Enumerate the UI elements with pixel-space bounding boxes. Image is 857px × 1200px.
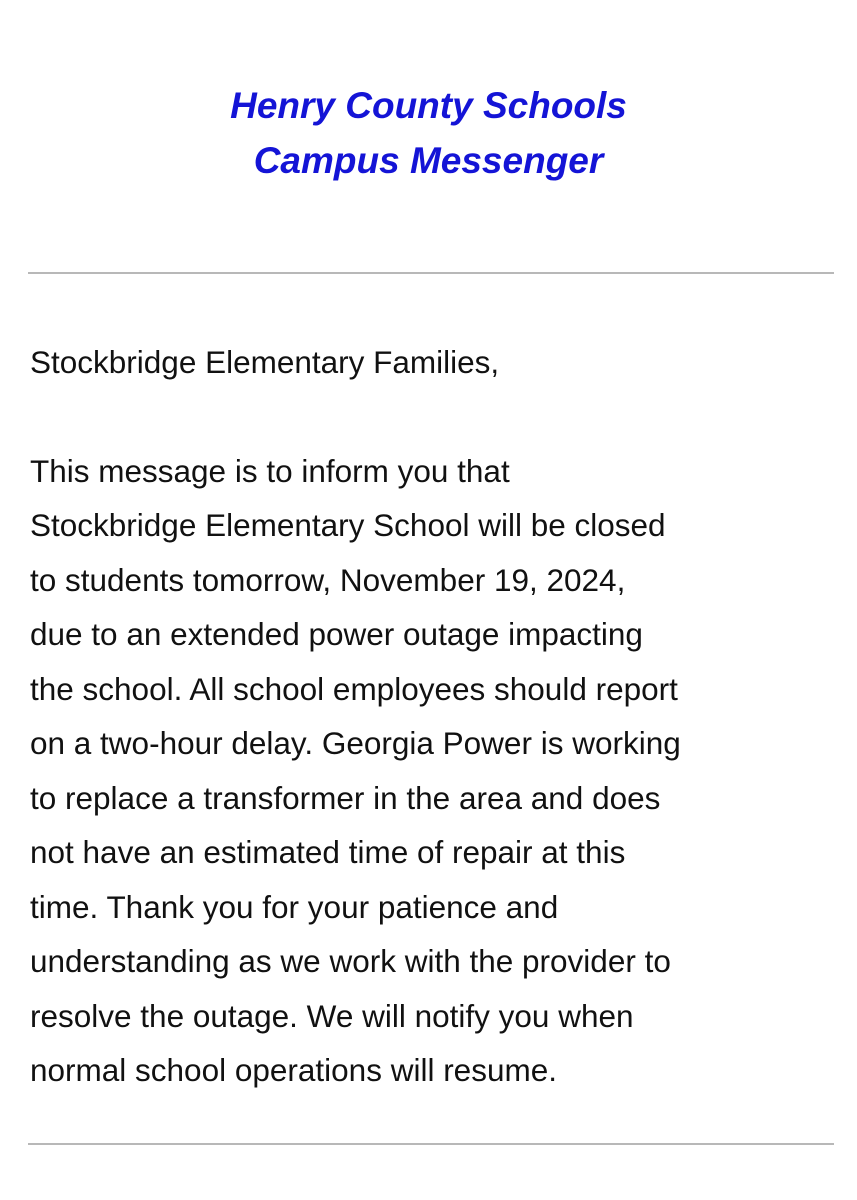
message-line: Stockbridge Elementary School will be closed xyxy=(30,507,666,543)
message-line: to students tomorrow, November 19, 2024, xyxy=(30,561,626,598)
messenger-title: Campus Messenger xyxy=(253,140,604,181)
message-body xyxy=(30,335,842,1098)
bottom-divider xyxy=(28,1143,834,1145)
message-line: This message is to inform you that xyxy=(30,452,510,489)
message-line: normal school operations will resume. xyxy=(30,1052,557,1088)
greeting: Stockbridge Elementary Families, xyxy=(30,344,500,380)
message-line: resolve the outage. We will notify you when xyxy=(30,997,634,1034)
message-line: understanding as we work with the provider to xyxy=(30,943,671,979)
message-line: the school. All school employees should report xyxy=(30,670,678,707)
message-line: on a two-hour delay. Georgia Power is working xyxy=(30,725,681,761)
district-name: Henry County Schools xyxy=(230,85,627,126)
message-paragraph xyxy=(30,444,842,1098)
top-divider xyxy=(28,272,834,274)
message-line: not have an estimated time of repair at this xyxy=(30,834,626,870)
message-line: time. Thank you for your patience and xyxy=(30,888,559,925)
email-header xyxy=(0,78,857,188)
message-line: due to an extended power outage impacting xyxy=(30,616,643,652)
message-line: to replace a transformer in the area and does xyxy=(30,779,661,816)
